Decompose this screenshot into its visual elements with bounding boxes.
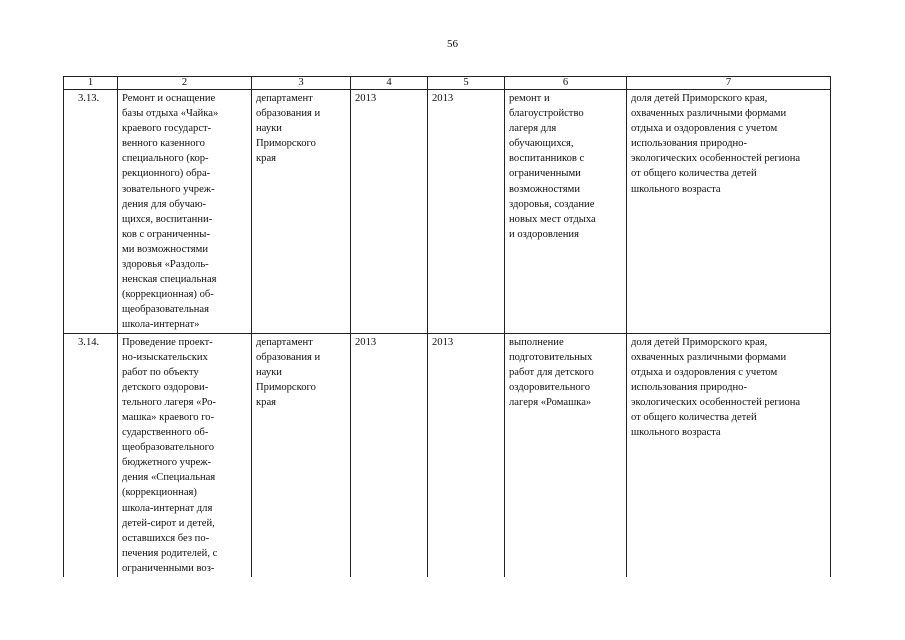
cell-line: образования и	[256, 351, 321, 363]
cell-line: дения для обучаю-	[122, 198, 207, 210]
table-row	[64, 90, 831, 334]
cell-line: образования и	[256, 108, 321, 120]
cell-line: ограниченными воз-	[122, 562, 215, 574]
executor-cell	[252, 333, 351, 577]
cell-line: здоровья, создание	[509, 198, 595, 210]
cell-line: доля детей Приморского края,	[631, 93, 768, 104]
cell-line: ограниченными	[509, 168, 581, 180]
cell-line: дения «Специальная	[122, 472, 216, 484]
cell-line: рекционного) обра-	[122, 168, 211, 180]
row-number: 3.13.	[64, 90, 118, 334]
result-cell	[505, 333, 627, 577]
cell-line: специального (кор-	[122, 153, 209, 165]
cell-line: Приморского	[256, 138, 316, 150]
cell-line: ми возможностями	[122, 243, 209, 255]
cell-line: Приморского	[256, 381, 316, 393]
cell-line: экологических особенностей региона	[631, 153, 801, 165]
cell-line: департамент	[256, 336, 313, 348]
cell-line: школьного возраста	[631, 183, 721, 195]
table-row	[64, 333, 831, 577]
cell-line: от общего количества детей	[631, 411, 757, 423]
cell-line: детей-сирот и детей,	[122, 517, 215, 529]
cell-line: охваченных различными формами	[631, 351, 787, 363]
cell-line: использования природно-	[631, 381, 747, 393]
cell-line: лагеря «Ромашка»	[509, 396, 592, 408]
cell-line: и оздоровления	[509, 228, 579, 240]
cell-line: (коррекционная) об-	[122, 289, 214, 301]
cell-line: щихся, воспитанни-	[122, 213, 213, 225]
cell-line: подготовительных	[509, 351, 593, 363]
cell-line: но-изыскательских	[122, 351, 208, 363]
cell-line: оздоровительного	[509, 381, 591, 393]
cell-line: Ремонт и оснащение	[122, 93, 216, 104]
cell-line: бюджетного учреж-	[122, 457, 212, 469]
cell-line: щеобразовательная	[122, 304, 209, 316]
cell-line: щеобразовательного	[122, 442, 215, 454]
cell-line: края	[256, 396, 277, 408]
cell-line: печения родителей, с	[122, 547, 218, 559]
cell-line: школа-интернат»	[122, 319, 200, 331]
cell-line: отдыха и оздоровления с учетом	[631, 366, 778, 378]
cell-line: использования природно-	[631, 138, 747, 150]
cell-line: краевого государст-	[122, 123, 212, 135]
start-year-cell: 2013	[351, 333, 428, 577]
row-number: 3.14.	[64, 333, 118, 577]
cell-line: зовательного учреж-	[122, 183, 215, 195]
cell-line: Проведение проект-	[122, 336, 213, 348]
page-number: 56	[447, 38, 458, 50]
cell-line: оставшихся без по-	[122, 532, 210, 544]
cell-line: работ по объекту	[122, 366, 199, 378]
cell-line: департамент	[256, 93, 313, 104]
cell-line: выполнение	[509, 336, 564, 348]
cell-line: базы отдыха «Чайка»	[122, 108, 219, 120]
cell-line: науки	[256, 123, 282, 135]
cell-line: ков с ограниченны-	[122, 228, 210, 240]
cell-line: воспитанников с	[509, 153, 585, 165]
col-header-3: 3	[252, 77, 351, 90]
cell-line: работ для детского	[509, 366, 594, 378]
col-header-4: 4	[351, 77, 428, 90]
cell-line: отдыха и оздоровления с учетом	[631, 123, 778, 135]
col-header-7: 7	[627, 77, 831, 90]
cell-line: новых мест отдыха	[509, 213, 596, 225]
cell-line: здоровья «Раздоль-	[122, 259, 209, 271]
cell-line: ненская специальная	[122, 274, 217, 286]
end-year-cell: 2013	[428, 333, 505, 577]
cell-line: благоустройство	[509, 108, 584, 120]
result-cell	[505, 90, 627, 334]
cell-line: детского оздорови-	[122, 381, 209, 393]
col-header-6: 6	[505, 77, 627, 90]
cell-line: школа-интернат для	[122, 502, 213, 514]
col-header-1: 1	[64, 77, 118, 90]
cell-line: обучающихся,	[509, 138, 574, 150]
cell-line: науки	[256, 366, 282, 378]
col-header-5: 5	[428, 77, 505, 90]
cell-line: сударственного об-	[122, 427, 209, 439]
cell-line: лагеря для	[509, 123, 557, 135]
indicator-cell	[627, 90, 831, 334]
header-row	[64, 77, 831, 90]
cell-line: тельного лагеря «Ро-	[122, 396, 216, 408]
cell-line: от общего количества детей	[631, 168, 757, 180]
cell-line: возможностями	[509, 183, 580, 195]
start-year-cell: 2013	[351, 90, 428, 334]
col-header-2: 2	[118, 77, 252, 90]
cell-line: машка» краевого го-	[122, 411, 215, 423]
cell-line: доля детей Приморского края,	[631, 336, 768, 348]
event-cell	[118, 333, 252, 577]
executor-cell	[252, 90, 351, 334]
cell-line: экологических особенностей региона	[631, 396, 801, 408]
cell-line: венного казенного	[122, 138, 205, 150]
cell-line: (коррекционная)	[122, 487, 197, 499]
end-year-cell: 2013	[428, 90, 505, 334]
cell-line: ремонт и	[509, 93, 550, 104]
event-cell	[118, 90, 252, 334]
cell-line: охваченных различными формами	[631, 108, 787, 120]
cell-line: края	[256, 153, 277, 165]
cell-line: школьного возраста	[631, 427, 721, 439]
program-table	[63, 76, 831, 577]
indicator-cell	[627, 333, 831, 577]
